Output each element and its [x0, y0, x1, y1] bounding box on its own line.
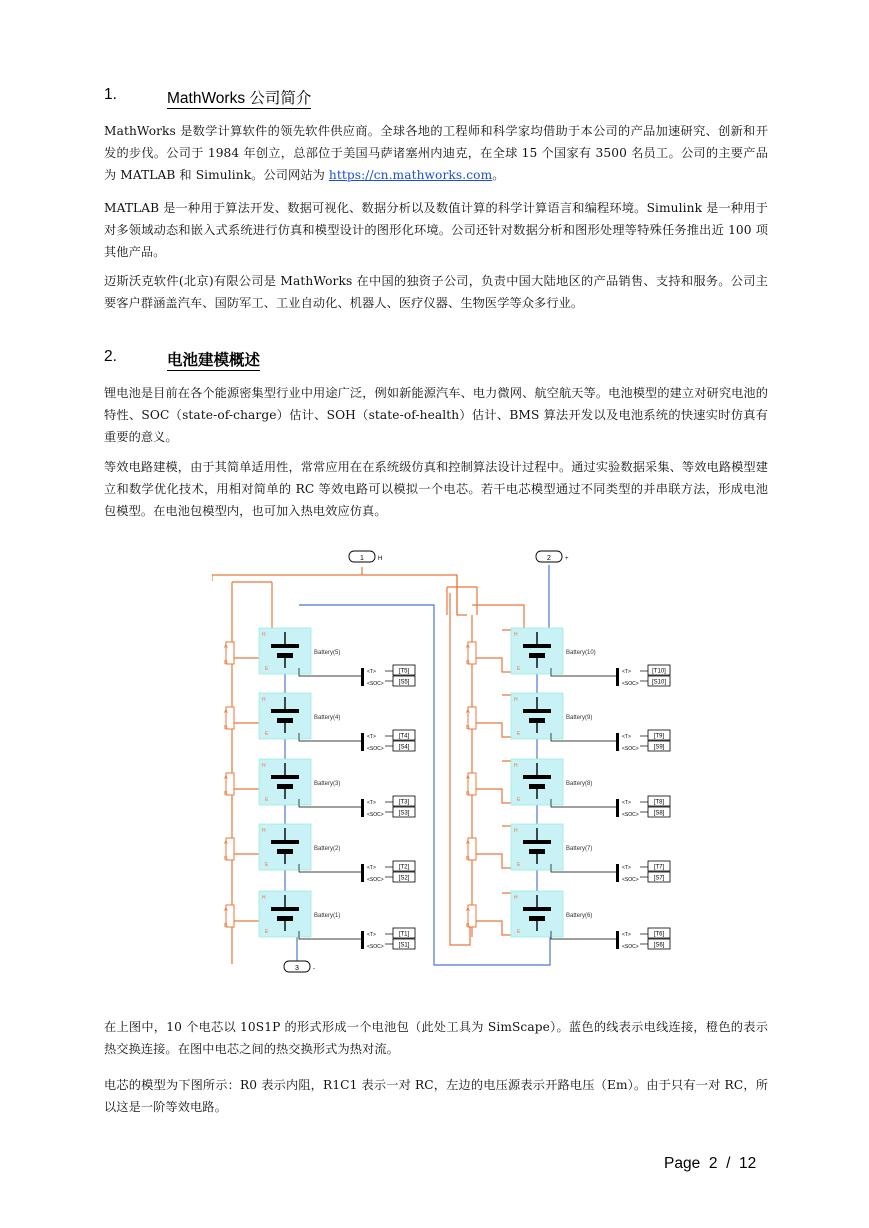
convection-label-a: A [466, 775, 470, 781]
bus-out-soc: <SOC> [622, 877, 639, 883]
bus-out-soc: <SOC> [622, 681, 639, 687]
goto-tag-soc-label: [S1] [398, 942, 410, 949]
bus-out-t: <T> [367, 865, 376, 871]
bus-out-soc: <SOC> [622, 746, 639, 752]
goto-tag-temperature-label: [T2] [398, 864, 410, 871]
page-label: Page [664, 1155, 701, 1172]
battery-port-e: E [265, 862, 269, 868]
section-1-paragraph-2: MATLAB 是一种用于算法开发、数据可视化、数据分析以及数值计算的科学计算语言和编程环境。Simulink 是一种用于对多领域动态和嵌入式系统进行仿真和模型设计的图形化环境。公司还针对数据分析和图形处理等特殊任务推出近 100 项其他产品。 [104, 201, 768, 259]
goto-tag-soc-label: [S5] [398, 679, 410, 686]
convection-label-b: B [466, 660, 470, 666]
battery-plate-short [277, 916, 293, 921]
battery-port-h: H [514, 632, 518, 638]
goto-tag-temperature-label: [T1] [398, 931, 410, 938]
battery-port-e: E [517, 797, 521, 803]
battery-plate-long [271, 775, 299, 779]
battery-name: Battery(8) [566, 781, 593, 787]
bus-out-t: <T> [622, 865, 631, 871]
convection-label-b: B [224, 660, 228, 666]
convection-label-b: B [466, 923, 470, 929]
battery-port-e: E [265, 731, 269, 737]
battery-plate-long [271, 840, 299, 844]
goto-tag-soc-label: [S2] [398, 875, 410, 882]
page-number: 2 [708, 1155, 718, 1172]
convection-label-a: A [466, 644, 470, 650]
bus-selector [616, 668, 619, 686]
battery-port-h: H [262, 697, 266, 703]
convection-label-b: B [224, 725, 228, 731]
goto-tag-soc-label: [S8] [653, 810, 665, 817]
battery-plate-short [277, 653, 293, 658]
battery-port-e: E [517, 929, 521, 935]
battery-port-h: H [514, 895, 518, 901]
convection-label-a: A [224, 840, 228, 846]
page-total: 12 [739, 1155, 757, 1172]
thermal-bridge-4 [447, 587, 477, 615]
goto-tag-temperature-label: [T9] [653, 733, 665, 740]
convection-label-b: B [466, 725, 470, 731]
battery-name: Battery(3) [314, 781, 341, 787]
page-separator: / [726, 1155, 731, 1172]
bus-out-t: <T> [622, 669, 631, 675]
battery-port-h: H [262, 895, 266, 901]
bus-selector [361, 733, 364, 751]
bus-selector [616, 864, 619, 882]
convection-label-a: A [224, 907, 228, 913]
battery-port-h: H [262, 632, 266, 638]
battery-name: Battery(2) [314, 846, 341, 852]
battery-plate-short [529, 916, 545, 921]
battery-port-e: E [265, 929, 269, 935]
goto-tag-temperature-label: [T10] [652, 668, 666, 675]
battery-port-e: E [265, 666, 269, 672]
section-2-paragraph-2: 等效电路建模，由于其简单适用性，常常应用在在系统级仿真和控制算法设计过程中。通过实验数据采集、等效电路模型建立和数学优化技术，用相对简单的 RC 等效电路可以模拟一个电芯。若干电芯模型通过不同类型的并串联方法，形成电池包模型。在电池包模型内，也可加入热电效应仿真。 [104, 460, 768, 518]
goto-tag-soc-label: [S6] [653, 942, 665, 949]
section-2-paragraph-4: 电芯的模型为下图所示：R0 表示内阻，R1C1 表示一对 RC，左边的电压源表示开路电压（Em）。由于只有一对 RC，所以这是一阶等效电路。 [104, 1078, 768, 1114]
battery-plate-short [529, 653, 545, 658]
thermal-drop-right [472, 605, 524, 628]
goto-tag-soc-label: [S4] [398, 744, 410, 751]
mathworks-link[interactable]: https://cn.mathworks.com [328, 168, 493, 182]
bus-out-t: <T> [367, 734, 376, 740]
goto-tag-soc-label: [S9] [653, 744, 665, 751]
battery-port-h: H [262, 828, 266, 834]
bus-selector [361, 864, 364, 882]
goto-tag-temperature-label: [T6] [653, 931, 665, 938]
section-2-number: 2. [104, 348, 117, 365]
thermal-bridge [362, 575, 457, 615]
bus-out-t: <T> [622, 800, 631, 806]
bus-out-soc: <SOC> [622, 944, 639, 950]
port-3-number: 3 [295, 965, 299, 972]
convection-label-a: A [224, 709, 228, 715]
bus-selector [361, 668, 364, 686]
battery-name: Battery(7) [566, 846, 593, 852]
convection-label-a: A [466, 709, 470, 715]
convection-label-b: B [224, 856, 228, 862]
bus-out-soc: <SOC> [367, 681, 384, 687]
bus-out-t: <T> [622, 932, 631, 938]
port-2-label: + [565, 556, 569, 562]
convection-label-a: A [466, 907, 470, 913]
battery-plate-long [271, 644, 299, 648]
battery-plate-long [523, 644, 551, 648]
bus-selector [361, 931, 364, 949]
page-footer [664, 1155, 756, 1173]
battery-port-h: H [514, 697, 518, 703]
battery-name: Battery(5) [314, 650, 341, 656]
battery-plate-short [529, 718, 545, 723]
battery-pack-diagram [212, 545, 682, 975]
battery-name: Battery(9) [566, 715, 593, 721]
battery-plate-long [523, 775, 551, 779]
goto-tag-soc-label: [S7] [653, 875, 665, 882]
battery-plate-short [529, 784, 545, 789]
battery-plate-long [271, 709, 299, 713]
section-2-paragraph-1: 锂电池是目前在各个能源密集型行业中用途广泛，例如新能源汽车、电力微网、航空航天等。电池模型的建立对研究电池的特性、SOC（state-of-charge）估计、SOH（state-of-health）估计、BMS 算法开发以及电池系统的快速实时仿真有重要的意义。 [104, 386, 768, 444]
battery-port-h: H [514, 763, 518, 769]
goto-tag-temperature-label: [T5] [398, 668, 410, 675]
battery-name: Battery(10) [566, 650, 596, 656]
bus-out-t: <T> [367, 669, 376, 675]
battery-plate-short [277, 849, 293, 854]
battery-name: Battery(4) [314, 715, 341, 721]
port-1-number: 1 [360, 555, 364, 562]
section-2-paragraph-3: 在上图中，10 个电芯以 10S1P 的形式形成一个电池包（此处工具为 SimScape）。蓝色的线表示电线连接，橙色的表示热交换连接。在图中电芯之间的热交换形式为热对流。 [104, 1020, 768, 1056]
bus-out-t: <T> [622, 734, 631, 740]
goto-tag-temperature-label: [T8] [653, 799, 665, 806]
battery-plate-short [277, 718, 293, 723]
bus-selector [616, 931, 619, 949]
paragraph-text: MathWorks 是数学计算软件的领先软件供应商。全球各地的工程师和科学家均借助于本公司的产品加速研究、创新和开发的步伐。公司于 1984 年创立，总部位于美国马萨诸塞州内迪克，在全球 15 个国家有 3500 名员工。公司的主要产品为 MATLAB 和 Simulink。公司网站为 [104, 124, 768, 182]
goto-tag-soc-label: [S10] [651, 679, 667, 686]
section-2-title: 电池建模概述 [167, 348, 260, 371]
bus-selector [616, 733, 619, 751]
battery-port-e: E [265, 797, 269, 803]
thermal-bridge-2 [457, 575, 467, 615]
battery-plate-long [523, 907, 551, 911]
goto-tag-temperature-label: [T3] [398, 799, 410, 806]
convection-label-a: A [224, 775, 228, 781]
battery-plate-long [271, 907, 299, 911]
convection-label-b: B [224, 923, 228, 929]
battery-port-e: E [517, 666, 521, 672]
section-1-paragraph-1 [104, 120, 768, 186]
goto-tag-temperature-label: [T4] [398, 733, 410, 740]
bus-out-soc: <SOC> [622, 812, 639, 818]
goto-tag-temperature-label: [T7] [653, 864, 665, 871]
convection-label-a: A [466, 840, 470, 846]
battery-name: Battery(6) [566, 913, 593, 919]
bus-selector [361, 799, 364, 817]
bus-out-soc: <SOC> [367, 746, 384, 752]
convection-label-b: B [224, 791, 228, 797]
bus-out-soc: <SOC> [367, 812, 384, 818]
battery-name: Battery(1) [314, 913, 341, 919]
goto-tag-soc-label: [S3] [398, 810, 410, 817]
battery-plate-short [529, 849, 545, 854]
battery-port-h: H [262, 763, 266, 769]
battery-plate-long [523, 709, 551, 713]
bus-out-soc: <SOC> [367, 944, 384, 950]
battery-port-e: E [517, 862, 521, 868]
section-1-number: 1. [104, 86, 117, 103]
section-1-paragraph-3: 迈斯沃克软件(北京)有限公司是 MathWorks 在中国的独资子公司，负责中国大陆地区的产品销售、支持和服务。公司主要客户群涵盖汽车、国防军工、工业自动化、机器人、医疗仪器、生物医学等众多行业。 [104, 274, 768, 310]
bus-out-t: <T> [367, 932, 376, 938]
bus-out-t: <T> [367, 800, 376, 806]
battery-port-e: E [517, 731, 521, 737]
battery-plate-long [523, 840, 551, 844]
paragraph-end: 。 [492, 168, 505, 182]
bus-out-soc: <SOC> [367, 877, 384, 883]
convection-label-a: A [224, 644, 228, 650]
port-3-label: - [313, 966, 315, 972]
bus-selector [616, 799, 619, 817]
battery-plate-short [277, 784, 293, 789]
section-1-title: MathWorks 公司简介 [167, 86, 311, 109]
port-2-number: 2 [547, 555, 551, 562]
battery-port-h: H [514, 828, 518, 834]
convection-label-b: B [466, 791, 470, 797]
convection-label-b: B [466, 856, 470, 862]
port-1-label: H [378, 556, 383, 562]
